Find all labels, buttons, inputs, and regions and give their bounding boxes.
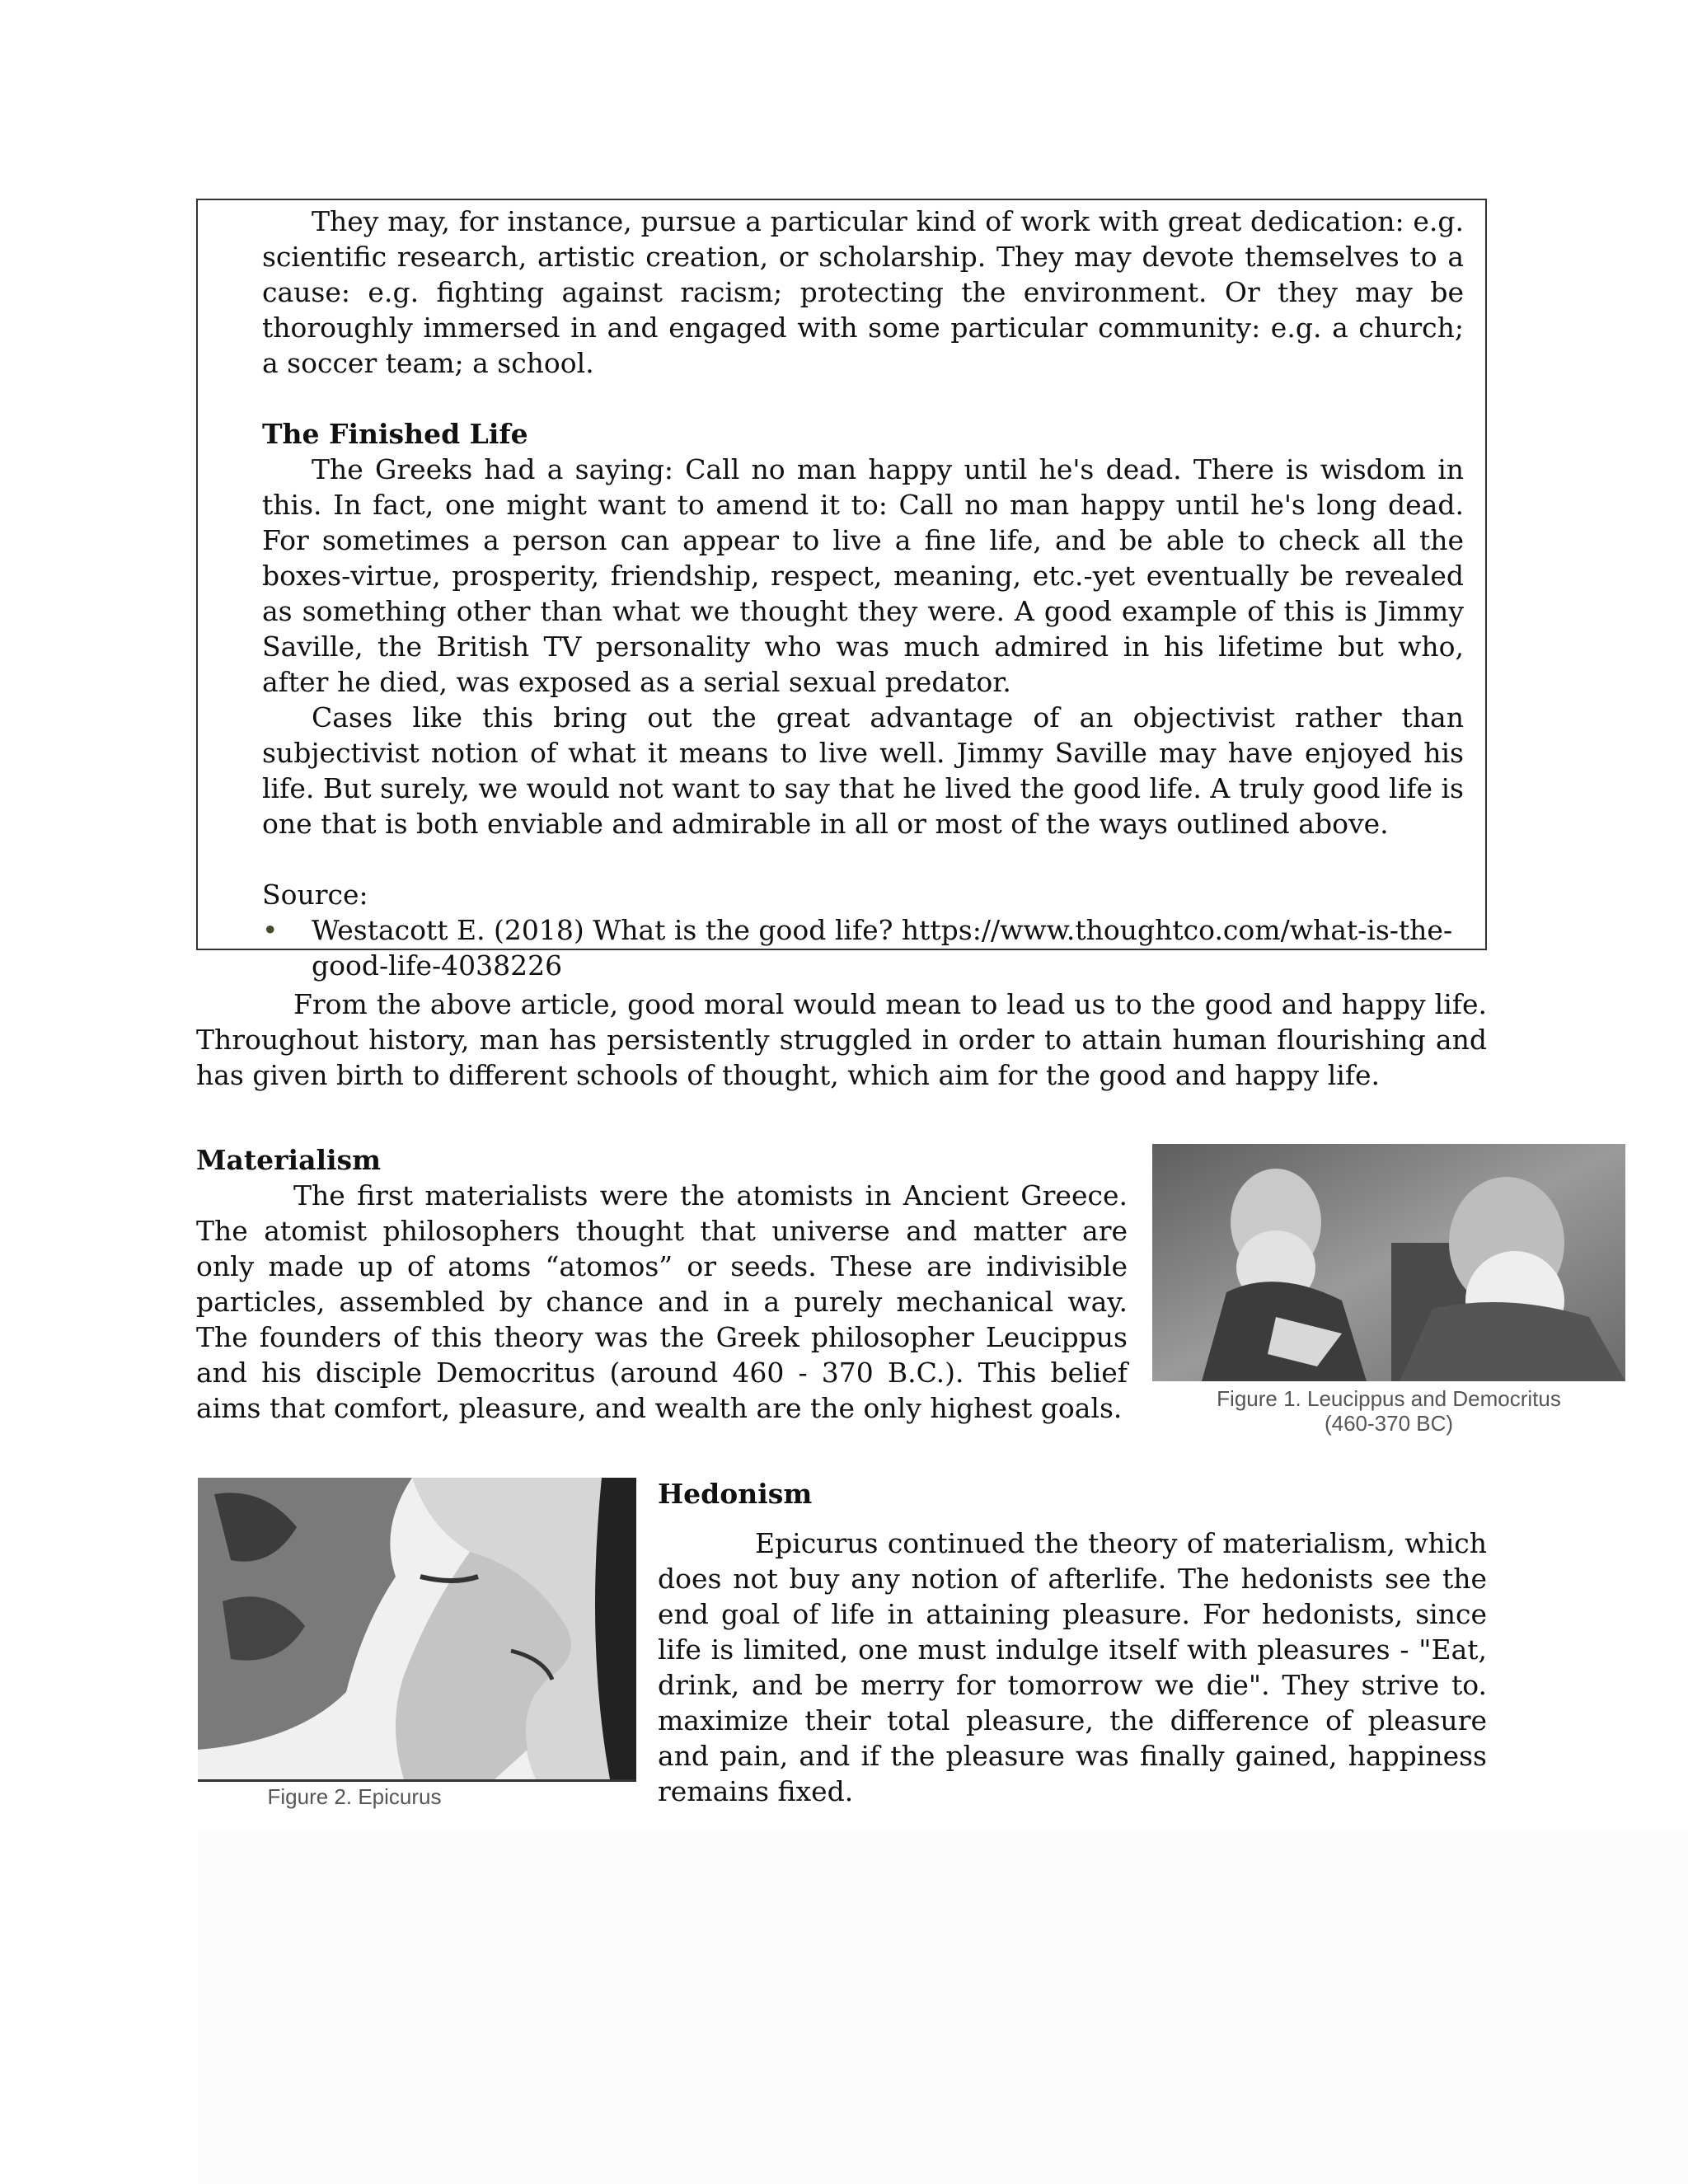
figure-1-caption-line: (460-370 BC) bbox=[1324, 1411, 1454, 1436]
article-paragraph: They may, for instance, pursue a particular kind of work with great dedication: e.g. scientific research, artistic creation, or scholarship. They may devote themselves to a cause: e.g. fighting against racism; protecting the environment. Or they may be thoroughly immersed in and engaged with some particular community: e.g. a church; a soccer team; a school. bbox=[262, 205, 1464, 379]
page-background-area bbox=[198, 1830, 1688, 2184]
quoted-article-content bbox=[262, 200, 1464, 983]
figure-1-caption bbox=[1152, 1386, 1625, 1436]
intro-paragraph: From the above article, good moral would mean to lead us to the good and happy life. Throughout history, man has persistently struggled in order to attain human flourishing and has given birth to different schools of thought, which aim for the good and happy life. bbox=[196, 988, 1487, 1091]
materialism-paragraph: The first materialists were the atomists in Ancient Greece. The atomist philosophers thought that universe and matter are only made up of atoms “atomos” or seeds. These are indivisible particles, assembled by chance and in a purely mechanical way. The founders of this theory was the Greek philosopher Leucippus and his disciple Democritus (around 460 - 370 B.C.). This belief aims that comfort, pleasure, and wealth are the only highest goals. bbox=[196, 1179, 1128, 1424]
section-heading-materialism: Materialism bbox=[196, 1144, 382, 1176]
leucippus-democritus-image bbox=[1152, 1144, 1625, 1381]
source-list-item bbox=[262, 912, 1464, 983]
section-heading-hedonism: Hedonism bbox=[658, 1478, 813, 1510]
figure-1-caption-line: Figure 1. Leucippus and Democritus bbox=[1217, 1386, 1561, 1411]
hedonism-paragraph: Epicurus continued the theory of materialism, which does not buy any notion of afterlife. The hedonists see the end goal of life in attaining pleasure. For hedonists, since life is limited, one must indulge itself with pleasures - "Eat, drink, and be merry for tomorrow we die". They strive to. maximize their total pleasure, the difference of pleasure and pain, and if the pleasure was finally gained, happiness remains fixed. bbox=[658, 1527, 1487, 1807]
source-label: Source: bbox=[262, 879, 368, 911]
quoted-article-box bbox=[196, 199, 1487, 982]
source-citation: Westacott E. (2018) What is the good life? https://www.thoughtco.com/what-is-the-good-life-4038226 bbox=[312, 914, 1453, 982]
article-paragraph: Cases like this bring out the great advantage of an objectivist rather than subjectivist notion of what it means to live well. Jimmy Saville may have enjoyed his life. But surely, we would not want to say that he lived the good life. A truly good life is one that is both enviable and admirable in all or most of the ways outlined above. bbox=[262, 701, 1464, 840]
figure-2-caption: Figure 2. Epicurus bbox=[267, 1784, 442, 1809]
section-heading-finished-life: The Finished Life bbox=[262, 418, 528, 450]
figure-epicurus bbox=[198, 1478, 636, 1816]
figure-leucippus-democritus bbox=[1152, 1144, 1625, 1441]
epicurus-bust-image bbox=[198, 1478, 636, 1782]
bullet-icon: • bbox=[262, 914, 279, 946]
article-paragraph: The Greeks had a saying: Call no man happy until he's dead. There is wisdom in this. In fact, one might want to amend it to: Call no man happy until he's long dead. For sometimes a person can appear to live a fine life, and be able to check all the boxes-virtue, prosperity, friendship, respect, meaning, etc.-yet eventually be revealed as something other than what we thought they were. A good example of this is Jimmy Saville, the British TV personality who was much admired in his lifetime but who, after he died, was exposed as a serial sexual predator. bbox=[262, 453, 1464, 698]
